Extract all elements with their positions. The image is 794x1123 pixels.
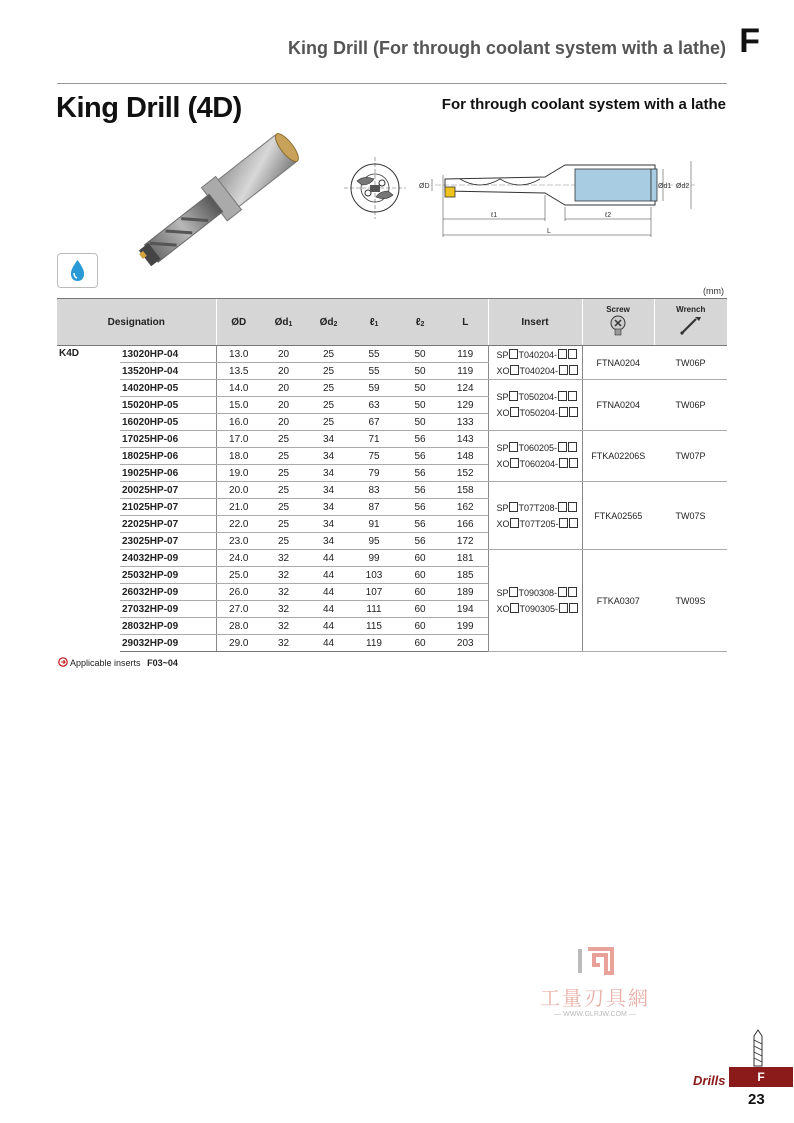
l1-cell: 107 [351,584,397,601]
d2-cell: 44 [306,550,351,567]
d1-cell: 32 [261,601,306,618]
designation-cell: 13020HP-04 [120,346,216,363]
unit-label: (mm) [703,286,724,296]
watermark [520,945,670,1018]
col-designation: Designation [57,299,216,346]
l2-cell: 60 [397,618,443,635]
l1-cell: 79 [351,465,397,482]
designation-cell: 29032HP-09 [120,635,216,652]
drill-bit-icon [751,1028,765,1068]
designation-cell: 25032HP-09 [120,567,216,584]
l1-cell: 67 [351,414,397,431]
L-cell: 124 [443,380,488,397]
table-row [57,346,727,363]
d1-cell: 25 [261,482,306,499]
table-header-row [57,299,727,346]
insert-cell: SP T040204- XO T040204- [488,346,582,380]
d2-cell: 25 [306,397,351,414]
l1-cell: 119 [351,635,397,652]
table-row [57,550,727,567]
d1-cell: 20 [261,414,306,431]
d2-cell: 34 [306,465,351,482]
d2-cell: 34 [306,516,351,533]
l1-cell: 99 [351,550,397,567]
L-cell: 172 [443,533,488,550]
l2-cell: 56 [397,482,443,499]
D-cell: 13.5 [216,363,261,380]
d1-cell: 25 [261,465,306,482]
d1-cell: 32 [261,635,306,652]
spec-table [57,298,727,652]
designation-cell: 13520HP-04 [120,363,216,380]
D-cell: 29.0 [216,635,261,652]
D-cell: 20.0 [216,482,261,499]
l2-cell: 56 [397,431,443,448]
footer-section: Drills [693,1073,726,1088]
designation-cell: 24032HP-09 [120,550,216,567]
l2-cell: 50 [397,380,443,397]
table-row [57,380,727,397]
L-cell: 181 [443,550,488,567]
end-view-drawing [342,155,408,221]
insert-cell: SP T07T208- XO T07T205- [488,482,582,550]
L-cell: 158 [443,482,488,499]
screw-cell: FTKA0307 [582,550,654,652]
footnote-ref[interactable]: F03~04 [147,658,178,668]
col-D: ØD [216,299,261,346]
d2-cell: 44 [306,584,351,601]
screw-cell: FTNA0204 [582,346,654,380]
d2-cell: 25 [306,380,351,397]
l1-cell: 111 [351,601,397,618]
D-cell: 19.0 [216,465,261,482]
D-cell: 16.0 [216,414,261,431]
designation-cell: 16020HP-05 [120,414,216,431]
D-cell: 14.0 [216,380,261,397]
designation-cell: 26032HP-09 [120,584,216,601]
designation-cell: 14020HP-05 [120,380,216,397]
designation-cell: 28032HP-09 [120,618,216,635]
wrench-cell: TW06P [654,380,727,431]
L-cell: 152 [443,465,488,482]
l2-cell: 60 [397,550,443,567]
L-cell: 166 [443,516,488,533]
wrench-cell: TW09S [654,550,727,652]
designation-cell: 17025HP-06 [120,431,216,448]
designation-cell: 27032HP-09 [120,601,216,618]
designation-cell: 19025HP-06 [120,465,216,482]
d2-cell: 34 [306,431,351,448]
page-subtitle: For through coolant system with a lathe [441,96,726,113]
D-cell: 24.0 [216,550,261,567]
l2-cell: 60 [397,601,443,618]
L-cell: 143 [443,431,488,448]
l2-cell: 50 [397,414,443,431]
l2-cell: 56 [397,448,443,465]
side-view-drawing [415,155,700,243]
wrench-cell: TW06P [654,346,727,380]
page-number: 23 [748,1091,765,1108]
L-cell: 148 [443,448,488,465]
d1-cell: 25 [261,448,306,465]
l1-cell: 87 [351,499,397,516]
d1-cell: 25 [261,533,306,550]
d2-cell: 44 [306,618,351,635]
D-cell: 13.0 [216,346,261,363]
group-label: K4D [59,348,80,359]
insert-cell: SP T090308- XO T090305- [488,550,582,652]
L-cell: 185 [443,567,488,584]
col-screw: Screw [582,299,654,346]
footnote-text: Applicable inserts [70,658,141,668]
l1-cell: 71 [351,431,397,448]
footnote [58,657,178,668]
wrench-cell: TW07P [654,431,727,482]
L-cell: 133 [443,414,488,431]
table-row [57,482,727,499]
L-cell: 129 [443,397,488,414]
l2-cell: 60 [397,635,443,652]
d1-cell: 32 [261,618,306,635]
l1-cell: 115 [351,618,397,635]
l2-cell: 56 [397,465,443,482]
d2-cell: 34 [306,482,351,499]
d1-cell: 32 [261,567,306,584]
D-cell: 25.0 [216,567,261,584]
l1-cell: 91 [351,516,397,533]
d1-cell: 20 [261,346,306,363]
D-cell: 23.0 [216,533,261,550]
col-insert: Insert [488,299,582,346]
d2-cell: 44 [306,601,351,618]
l1-cell: 55 [351,346,397,363]
d1-cell: 25 [261,431,306,448]
D-cell: 26.0 [216,584,261,601]
l2-cell: 56 [397,499,443,516]
d1-cell: 20 [261,380,306,397]
designation-cell: 20025HP-07 [120,482,216,499]
D-cell: 15.0 [216,397,261,414]
header-title: King Drill (For through coolant system with a lathe) [287,38,726,58]
screw-cell: FTKA02206S [582,431,654,482]
col-l2: ℓ2 [397,299,443,346]
L-cell: 162 [443,499,488,516]
header-rule [57,83,727,84]
l1-cell: 95 [351,533,397,550]
D-cell: 22.0 [216,516,261,533]
label-l2: ℓ2 [605,212,612,219]
wrench-icon [678,314,704,336]
section-letter: F [739,22,760,60]
d2-cell: 44 [306,567,351,584]
label-l1: ℓ1 [491,212,498,219]
d1-cell: 32 [261,584,306,601]
label-d2: Ød2 [676,183,690,190]
l2-cell: 50 [397,346,443,363]
watermark-logo [570,945,620,977]
D-cell: 21.0 [216,499,261,516]
d1-cell: 20 [261,397,306,414]
screw-cell: FTKA02565 [582,482,654,550]
col-L: L [443,299,488,346]
l1-cell: 55 [351,363,397,380]
l2-cell: 50 [397,363,443,380]
l1-cell: 59 [351,380,397,397]
table-row [57,431,727,448]
l1-cell: 75 [351,448,397,465]
L-cell: 189 [443,584,488,601]
l1-cell: 83 [351,482,397,499]
d2-cell: 25 [306,346,351,363]
d2-cell: 25 [306,363,351,380]
l1-cell: 63 [351,397,397,414]
D-cell: 27.0 [216,601,261,618]
label-L: L [547,228,551,235]
l2-cell: 60 [397,567,443,584]
D-cell: 18.0 [216,448,261,465]
watermark-cn: 工量刃具網 [540,986,650,1010]
watermark-url: — WWW.GLRJW.COM — [554,1011,636,1018]
col-d1: Ød1 [261,299,306,346]
l2-cell: 60 [397,584,443,601]
wrench-cell: TW07S [654,482,727,550]
col-wrench: Wrench [654,299,727,346]
L-cell: 194 [443,601,488,618]
d1-cell: 20 [261,363,306,380]
d2-cell: 34 [306,533,351,550]
label-d1: Ød1 [658,183,672,190]
l2-cell: 50 [397,397,443,414]
D-cell: 17.0 [216,431,261,448]
L-cell: 119 [443,346,488,363]
insert-cell: SP T050204- XO T050204- [488,380,582,431]
l2-cell: 56 [397,516,443,533]
l1-cell: 103 [351,567,397,584]
col-l1: ℓ1 [351,299,397,346]
designation-cell: 21025HP-07 [120,499,216,516]
label-D: ØD [419,183,430,190]
drill-product-image [115,125,320,285]
d1-cell: 25 [261,499,306,516]
screw-cell: FTNA0204 [582,380,654,431]
arrow-circle-icon [58,657,68,667]
coolant-icon [57,253,98,288]
L-cell: 119 [443,363,488,380]
l2-cell: 56 [397,533,443,550]
d2-cell: 44 [306,635,351,652]
designation-cell: 18025HP-06 [120,448,216,465]
screw-icon [608,314,628,336]
d1-cell: 25 [261,516,306,533]
col-d2: Ød2 [306,299,351,346]
designation-cell: 15020HP-05 [120,397,216,414]
designation-cell: 23025HP-07 [120,533,216,550]
L-cell: 199 [443,618,488,635]
D-cell: 28.0 [216,618,261,635]
footer-letter: F [729,1067,793,1087]
d2-cell: 25 [306,414,351,431]
L-cell: 203 [443,635,488,652]
designation-cell: 22025HP-07 [120,516,216,533]
page-title: King Drill (4D) [56,92,242,124]
d1-cell: 32 [261,550,306,567]
insert-cell: SP T060205- XO T060204- [488,431,582,482]
d2-cell: 34 [306,448,351,465]
d2-cell: 34 [306,499,351,516]
